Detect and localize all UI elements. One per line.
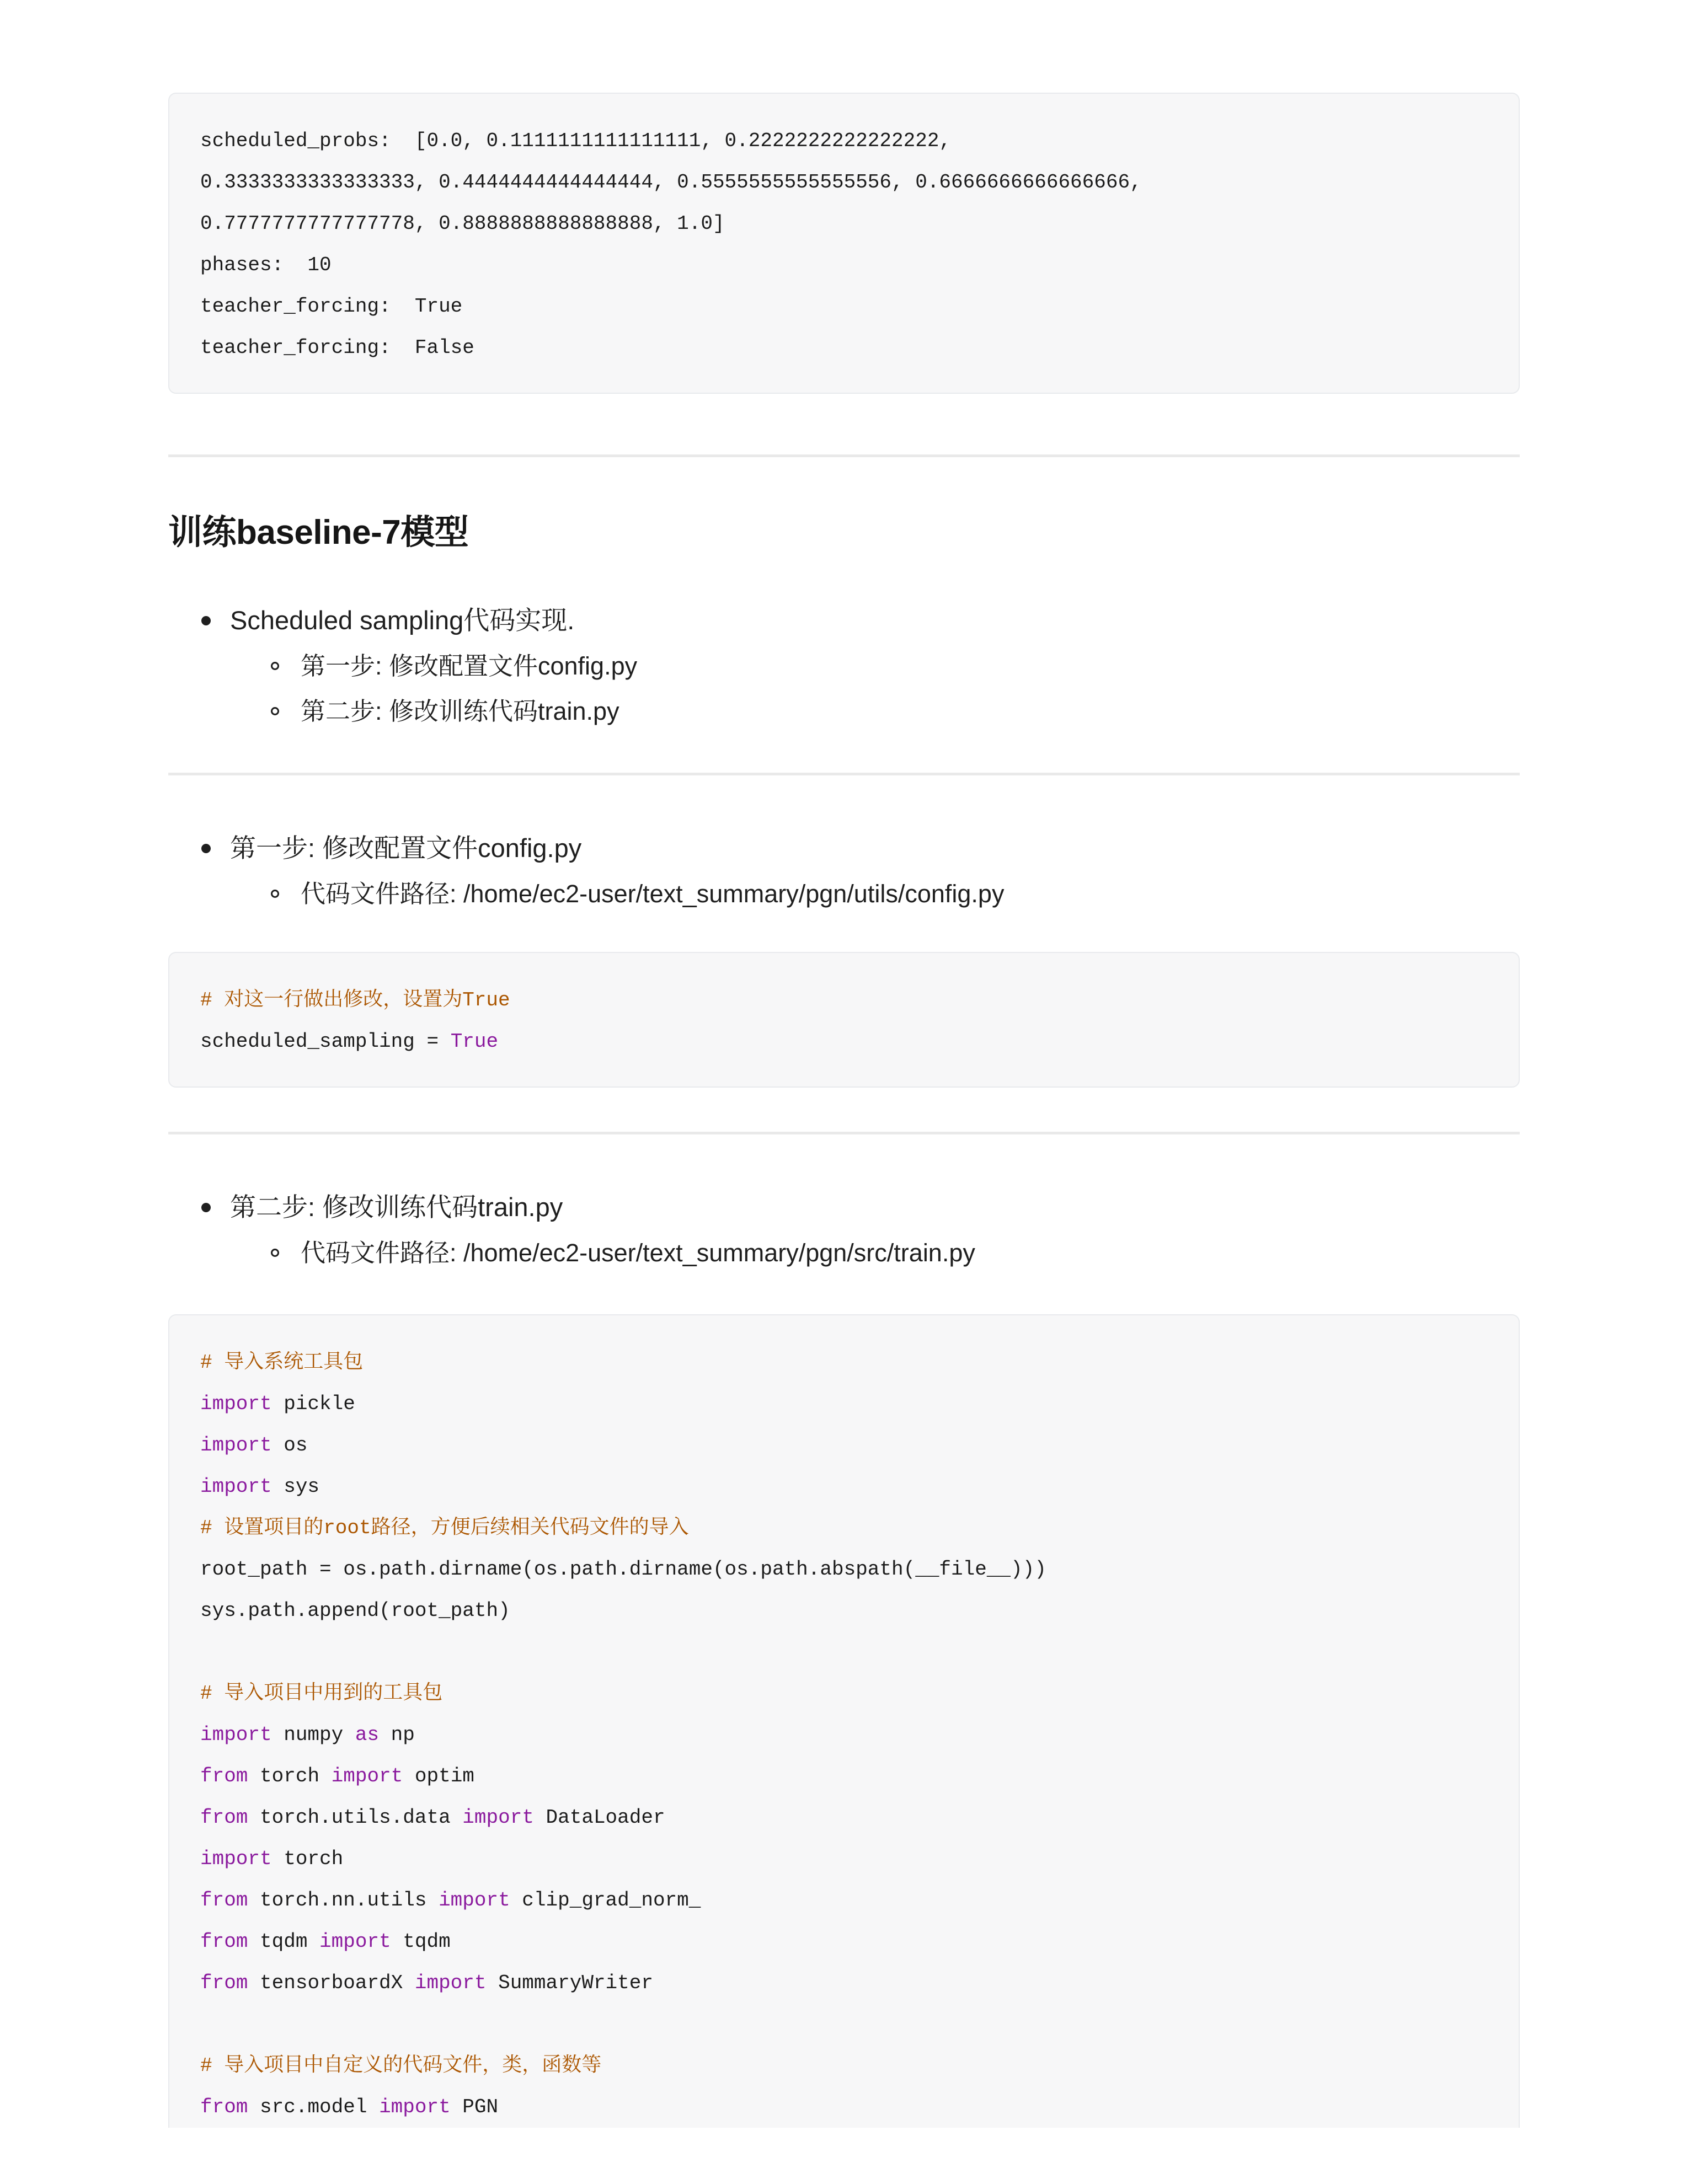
code-token-plain: SummaryWriter: [486, 1972, 653, 1995]
code-line: [200, 1921, 1488, 1962]
code-token-plain: tqdm: [391, 1930, 451, 1953]
code-token-comment: # 对这一行做出修改，设置为True: [200, 989, 510, 1012]
code-line: [200, 1880, 1488, 1921]
code-token-kw: from: [200, 1930, 248, 1953]
document-content: [168, 0, 1520, 2128]
code-token-plain: torch.utils.data: [248, 1806, 463, 1829]
code-line: [200, 1021, 1488, 1062]
list-item: [230, 871, 1520, 917]
code-token-kw: from: [200, 1806, 248, 1829]
list-item: [168, 825, 1520, 917]
list-item-label: 第二步: 修改训练代码train.py: [230, 1192, 563, 1222]
code-line: [200, 1797, 1488, 1838]
code-line: [200, 1714, 1488, 1755]
code-token-kw: from: [200, 1765, 248, 1788]
code-line: teacher_forcing: True: [200, 295, 463, 318]
code-token-const: True: [450, 1030, 499, 1053]
page-title: 训练baseline-7模型: [168, 513, 469, 552]
code-token-plain: optim: [403, 1765, 474, 1788]
step2-list: [168, 1184, 1520, 1276]
code-token-plain: pickle: [271, 1393, 355, 1416]
code-line: [200, 1466, 1488, 1507]
step2-sublist: [230, 1230, 1520, 1276]
list-item-label: 第二步: 修改训练代码train.py: [301, 697, 619, 726]
code-token-kw: import: [200, 1393, 272, 1416]
bullet-circle-icon: [271, 890, 279, 898]
code-line: [200, 1425, 1488, 1466]
code-line: [200, 1590, 1488, 1631]
list-item-label: 第一步: 修改配置文件config.py: [230, 833, 582, 863]
code-token-kw: from: [200, 2096, 248, 2119]
code-token-plain: clip_grad_norm_: [510, 1889, 701, 1912]
code-token-kw: import: [462, 1806, 534, 1829]
list-item: [230, 1230, 1520, 1276]
overview-list: [168, 597, 1520, 734]
code-line: [200, 1673, 1488, 1714]
code-token-kw: import: [414, 1972, 487, 1995]
list-item: [168, 597, 1520, 734]
code-token-plain: torch.nn.utils: [248, 1889, 439, 1912]
code-token-plain: torch: [271, 1848, 344, 1871]
code-token-comment: # 导入系统工具包: [200, 1351, 364, 1374]
list-item: [230, 644, 1520, 689]
bullet-circle-icon: [271, 1249, 279, 1257]
bullet-disc-icon: [201, 1203, 211, 1212]
code-line: [200, 2045, 1488, 2086]
code-token-plain: numpy: [271, 1723, 355, 1747]
code-line: [200, 1838, 1488, 1880]
code-token-kw: as: [355, 1723, 380, 1747]
code-line: [200, 979, 1488, 1021]
code-token-kw: import: [200, 1848, 272, 1871]
bullet-disc-icon: [201, 616, 211, 625]
code-token-plain: torch: [248, 1765, 332, 1788]
code-token-plain: DataLoader: [533, 1806, 665, 1829]
code-line: [200, 1342, 1488, 1383]
code-token-kw: import: [439, 1889, 510, 1912]
config-code-block: [168, 952, 1520, 1088]
output-code-block: [168, 93, 1520, 394]
code-token-comment: # 设置项目的root路径，方便后续相关代码文件的导入: [200, 1517, 689, 1540]
code-token-plain: root_path = os.path.dirname(os.path.dirname(os.path.abspath(__file__))): [200, 1558, 1046, 1581]
list-item: [230, 689, 1520, 734]
code-token-kw: import: [200, 1434, 272, 1457]
code-token-plain: sys.path.append(root_path): [200, 1599, 510, 1623]
code-line: [200, 1383, 1488, 1425]
code-token-plain: np: [379, 1723, 415, 1747]
code-line: [200, 1962, 1488, 2004]
bullet-disc-icon: [201, 844, 211, 853]
file-path-label: 代码文件路径: /home/ec2-user/text_summary/pgn/utils/config.py: [301, 880, 1005, 908]
code-token-plain: tqdm: [248, 1930, 320, 1953]
code-blank-line: [200, 2004, 1488, 2045]
code-line: 0.3333333333333333, 0.4444444444444444, 0.5555555555555556, 0.6666666666666666,: [200, 171, 1142, 194]
code-token-plain: src.model: [248, 2096, 380, 2119]
code-line: [200, 1507, 1488, 1549]
list-item: [168, 1184, 1520, 1276]
code-line: [200, 1549, 1488, 1590]
bullet-circle-icon: [271, 662, 279, 670]
code-line: [200, 1755, 1488, 1797]
code-line: teacher_forcing: False: [200, 336, 474, 359]
code-token-kw: from: [200, 1889, 248, 1912]
file-path-label: 代码文件路径: /home/ec2-user/text_summary/pgn/src/train.py: [301, 1239, 975, 1267]
code-token-plain: PGN: [450, 2096, 499, 2119]
code-token-kw: import: [331, 1765, 403, 1788]
code-token-plain: sys: [271, 1475, 320, 1498]
bullet-circle-icon: [271, 707, 279, 715]
code-line: scheduled_probs: [0.0, 0.1111111111111111, 0.2222222222222222,: [200, 130, 952, 152]
code-token-kw: import: [200, 1723, 272, 1747]
code-token-comment: # 导入项目中用到的工具包: [200, 1682, 443, 1705]
list-item-label: 第一步: 修改配置文件config.py: [301, 652, 638, 681]
code-token-plain: tensorboardX: [248, 1972, 415, 1995]
code-token-comment: # 导入项目中自定义的代码文件，类，函数等: [200, 2054, 602, 2078]
code-token-plain: os: [271, 1434, 308, 1457]
code-blank-line: [200, 1631, 1488, 1673]
step1-list: [168, 825, 1520, 917]
code-token-kw: import: [379, 2096, 451, 2119]
code-token-kw: from: [200, 1972, 248, 1995]
code-token-plain: scheduled_sampling =: [200, 1030, 451, 1053]
list-item-label: Scheduled sampling代码实现.: [230, 606, 575, 635]
code-line: 0.7777777777777778, 0.8888888888888888, 1.0]: [200, 212, 725, 235]
overview-sublist: [230, 644, 1520, 734]
code-token-kw: import: [200, 1475, 272, 1498]
code-line: phases: 10: [200, 254, 332, 276]
code-token-kw: import: [319, 1930, 391, 1953]
code-line: [200, 2086, 1488, 2128]
train-code-block: [168, 1314, 1520, 2128]
step1-sublist: [230, 871, 1520, 917]
